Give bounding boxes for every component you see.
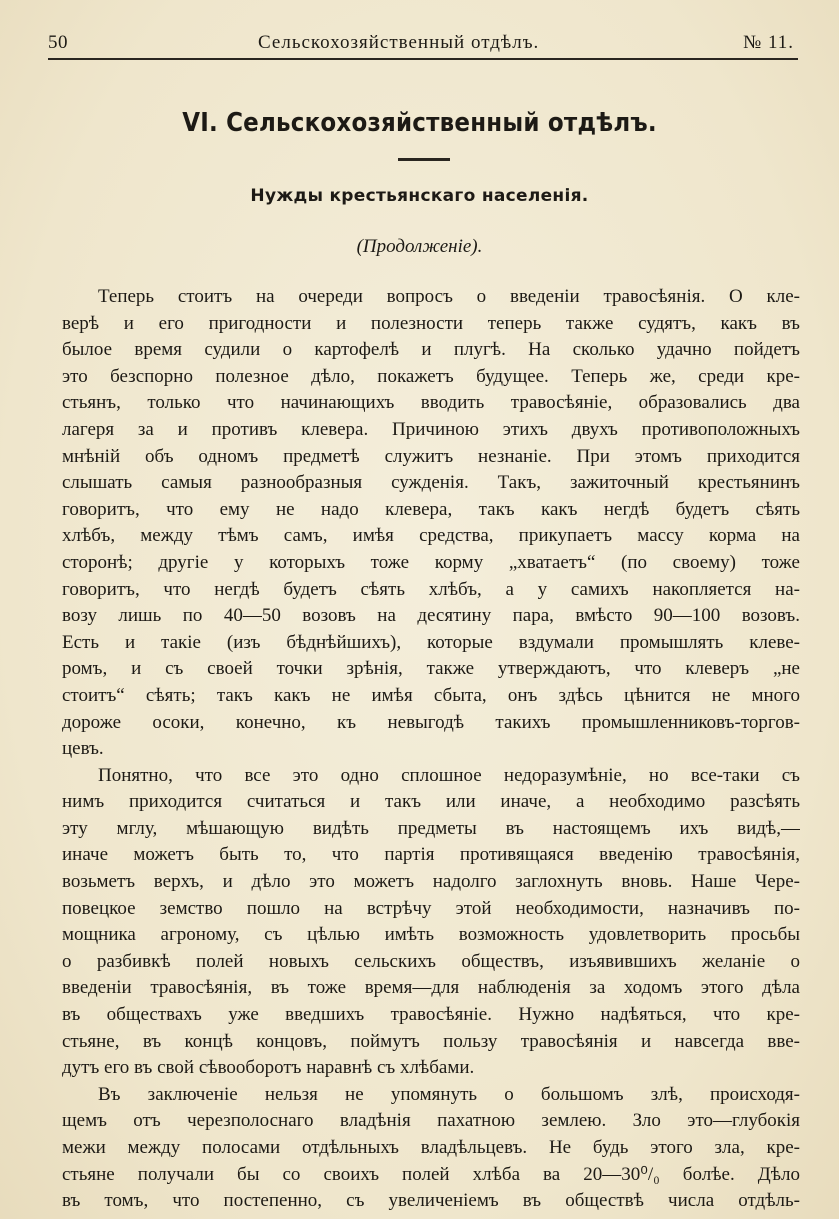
text-line: Теперь стоитъ на очереди вопросъ о введеніи травосѣянія. О кле- xyxy=(98,286,800,307)
text-line: стьяне, въ концѣ концовъ, поймутъ пользу травосѣянія и навсегда вве- xyxy=(62,1030,800,1052)
issue-number: № 11. xyxy=(743,32,794,53)
text-line: возу лишь по 40—50 возовъ на десятину пара, вмѣсто 90—100 возовъ. xyxy=(62,605,800,627)
text-line: былое время судили о картофелѣ и плугѣ. На сколько удачно пойдетъ xyxy=(62,339,800,361)
running-title: Сельскохозяйственный отдѣлъ. xyxy=(258,32,540,53)
text-line: иначе можетъ быть то, что партія противящаяся введенію травосѣянія, xyxy=(62,844,800,866)
text-line: о разбивкѣ полей новыхъ сельскихъ обществъ, изъявившихъ желаніе о xyxy=(62,950,800,972)
text-line: цевъ. xyxy=(62,738,104,760)
text-line: межи между полосами отдѣльныхъ владѣльцевъ. Не будь этого зла, кре- xyxy=(62,1137,800,1158)
text-line: дороже осоки, конечно, къ невыгодѣ такихъ промышленниковъ-торгов- xyxy=(62,711,800,733)
text-line: щемъ отъ черезполоснаго владѣнія пахатною землею. Зло это—глубокія xyxy=(62,1110,800,1132)
text-line: стоитъ“ сѣять; такъ какъ не имѣя сбыта, онъ здѣсь цѣнится не много xyxy=(62,684,800,706)
text-line: введеніи травосѣянія, въ тоже время—для наблюденія за ходомъ этого дѣла xyxy=(62,977,800,999)
text-line: стьяне получали бы со своихъ полей хлѣба ва 20—30⁰/₀ болѣе. Дѣло xyxy=(62,1163,800,1185)
text-line: Понятно, что все это одно сплошное недоразумѣніе, но все-таки съ xyxy=(98,764,800,786)
text-line: лагеря за и противъ клевера. Причиною этихъ двухъ противоположныхъ xyxy=(62,418,800,440)
text-line: это безспорно полезное дѣло, покажетъ будущее. Теперь же, среди кре- xyxy=(62,365,800,387)
section-title: VI. Сельскохозяйственный отдѣлъ. xyxy=(182,108,657,138)
text-line: верѣ и его пригодности и полезности теперь также судятъ, какъ въ xyxy=(62,312,800,334)
text-line: говоритъ, что негдѣ будетъ сѣять хлѣбъ, а у самихъ накопляется на- xyxy=(62,578,800,600)
text-line: повецкое земство пошло на встрѣчу этой необходимости, назначивъ по- xyxy=(62,897,800,919)
continued-label-text: (Продолженіе). xyxy=(356,236,483,257)
text-line: дутъ его въ свой сѣвооборотъ наравнѣ съ хлѣбами. xyxy=(62,1057,475,1079)
text-line: слышать самыя разнообразныя сужденія. Такъ, зажиточный крестьянинъ xyxy=(62,472,800,494)
text-line: эту мглу, мѣшающую видѣть предметы въ настоящемъ ихъ видѣ,— xyxy=(62,817,800,839)
text-line: Есть и такіе (изъ бѣднѣйшихъ), которые вздумали промышлять клеве- xyxy=(62,631,800,653)
text-line: говоритъ, что ему не надо клевера, такъ какъ негдѣ будетъ сѣять xyxy=(62,498,800,520)
text-line: ромъ, и съ своей точки зрѣнія, также утверждаютъ, что клеверъ „не xyxy=(62,658,800,680)
text-line: возьметъ верхъ, и дѣло это можетъ надолго заглохнуть вновь. Наше Чере- xyxy=(62,871,800,893)
page-number: 50 xyxy=(48,32,68,53)
text-line: хлѣбъ, между тѣмъ самъ, имѣя средства, прикупаетъ массу корма на xyxy=(62,525,800,547)
text-line: мощника агроному, съ цѣлью имѣть возможность удовлетворить просьбы xyxy=(62,924,800,946)
continued-label xyxy=(0,236,839,258)
text-line: нимъ приходится считаться и такъ или иначе, а необходимо разсѣять xyxy=(62,791,800,813)
page-header xyxy=(48,30,798,60)
title-divider xyxy=(398,158,450,161)
text-line: въ томъ, что постепенно, съ увеличеніемъ въ обществѣ числа отдѣль- xyxy=(62,1190,800,1212)
article-body xyxy=(62,284,800,1215)
text-line: стьянъ, только что начинающихъ вводить травосѣяніе, образовались два xyxy=(62,392,800,414)
text-line: въ обществахъ уже введшихъ травосѣяніе. Нужно надѣяться, что кре- xyxy=(62,1004,800,1026)
text-line: мнѣній объ одномъ предметѣ служитъ незнаніе. При этомъ приходится xyxy=(62,445,800,467)
article-subtitle: Нужды крестьянскаго населенія. xyxy=(250,186,589,206)
text-line: Въ заключеніе нельзя не упомянуть о большомъ злѣ, происходя- xyxy=(98,1083,800,1105)
text-line: сторонѣ; другіе у которыхъ тоже корму „хватаетъ“ (по своему) тоже xyxy=(62,551,800,573)
